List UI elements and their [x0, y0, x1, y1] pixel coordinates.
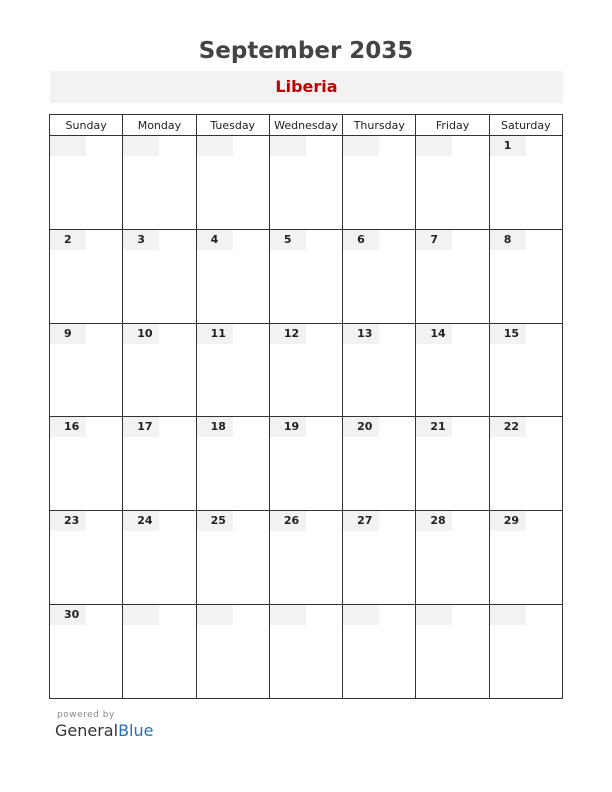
- day-cell: [123, 136, 196, 230]
- day-number: 7: [416, 230, 452, 250]
- day-cell: [489, 605, 562, 699]
- day-cell: [416, 511, 489, 605]
- weekday-saturday: Saturday: [489, 115, 562, 136]
- day-cell: [269, 605, 342, 699]
- day-number: [270, 136, 306, 156]
- week-row: [50, 229, 563, 323]
- country-name: Liberia: [275, 77, 338, 96]
- day-number: 11: [197, 324, 233, 344]
- day-number: 30: [50, 605, 86, 625]
- day-cell: [416, 417, 489, 511]
- day-number: 9: [50, 324, 86, 344]
- day-number: 14: [416, 324, 452, 344]
- day-number: [270, 605, 306, 625]
- day-number: 23: [50, 511, 86, 531]
- day-cell: [196, 605, 269, 699]
- day-number: 26: [270, 511, 306, 531]
- day-cell: [269, 511, 342, 605]
- day-number: 27: [343, 511, 379, 531]
- day-cell: [343, 605, 416, 699]
- brand-general: General: [55, 721, 119, 740]
- brand-blue: Blue: [118, 721, 154, 740]
- day-number: [197, 136, 233, 156]
- day-cell: [50, 605, 123, 699]
- day-cell: [123, 417, 196, 511]
- day-cell: [196, 229, 269, 323]
- day-number: 1: [490, 136, 526, 156]
- powered-by-label: powered by: [57, 710, 115, 720]
- day-number: 25: [197, 511, 233, 531]
- day-cell: [269, 136, 342, 230]
- day-number: 22: [490, 417, 526, 437]
- day-cell: [196, 323, 269, 417]
- day-number: [50, 136, 86, 156]
- day-cell: [123, 323, 196, 417]
- day-cell: [123, 605, 196, 699]
- day-number: 5: [270, 230, 306, 250]
- day-number: 12: [270, 324, 306, 344]
- day-number: [343, 605, 379, 625]
- day-number: 2: [50, 230, 86, 250]
- day-number: 15: [490, 324, 526, 344]
- day-cell: [343, 511, 416, 605]
- day-cell: [50, 136, 123, 230]
- day-cell: [269, 323, 342, 417]
- day-number: [490, 605, 526, 625]
- day-cell: [489, 136, 562, 230]
- day-cell: [416, 229, 489, 323]
- day-number: 18: [197, 417, 233, 437]
- day-cell: [50, 229, 123, 323]
- day-number: 19: [270, 417, 306, 437]
- day-cell: [123, 511, 196, 605]
- week-row: [50, 511, 563, 605]
- weekday-monday: Monday: [123, 115, 196, 136]
- weekday-friday: Friday: [416, 115, 489, 136]
- day-cell: [489, 323, 562, 417]
- day-number: 20: [343, 417, 379, 437]
- weekday-wednesday: Wednesday: [269, 115, 342, 136]
- day-number: 6: [343, 230, 379, 250]
- day-cell: [489, 417, 562, 511]
- day-number: 17: [123, 417, 159, 437]
- weekday-header-row: [50, 115, 563, 136]
- day-number: [416, 136, 452, 156]
- day-cell: [50, 323, 123, 417]
- day-number: 29: [490, 511, 526, 531]
- day-number: [343, 136, 379, 156]
- day-number: 13: [343, 324, 379, 344]
- day-cell: [50, 511, 123, 605]
- day-cell: [196, 511, 269, 605]
- day-number: 8: [490, 230, 526, 250]
- weekday-sunday: Sunday: [50, 115, 123, 136]
- week-row: [50, 136, 563, 230]
- page-title: September 2035: [198, 38, 414, 64]
- day-number: 3: [123, 230, 159, 250]
- day-cell: [416, 323, 489, 417]
- day-cell: [416, 605, 489, 699]
- day-cell: [196, 417, 269, 511]
- day-cell: [343, 323, 416, 417]
- day-cell: [489, 511, 562, 605]
- calendar-grid: [49, 114, 563, 699]
- country-banner: [50, 71, 563, 103]
- weekday-thursday: Thursday: [343, 115, 416, 136]
- day-number: [123, 605, 159, 625]
- day-cell: [416, 136, 489, 230]
- day-number: 4: [197, 230, 233, 250]
- generalblue-logo[interactable]: [55, 721, 153, 740]
- week-row: [50, 417, 563, 511]
- day-cell: [489, 229, 562, 323]
- week-row: [50, 323, 563, 417]
- day-cell: [269, 229, 342, 323]
- day-cell: [196, 136, 269, 230]
- week-row: [50, 605, 563, 699]
- day-cell: [343, 229, 416, 323]
- day-cell: [343, 136, 416, 230]
- day-number: [123, 136, 159, 156]
- day-cell: [50, 417, 123, 511]
- weekday-tuesday: Tuesday: [196, 115, 269, 136]
- day-number: 21: [416, 417, 452, 437]
- day-cell: [269, 417, 342, 511]
- day-number: [197, 605, 233, 625]
- day-cell: [123, 229, 196, 323]
- day-cell: [343, 417, 416, 511]
- day-number: 24: [123, 511, 159, 531]
- day-number: 28: [416, 511, 452, 531]
- day-number: 16: [50, 417, 86, 437]
- day-number: 10: [123, 324, 159, 344]
- day-number: [416, 605, 452, 625]
